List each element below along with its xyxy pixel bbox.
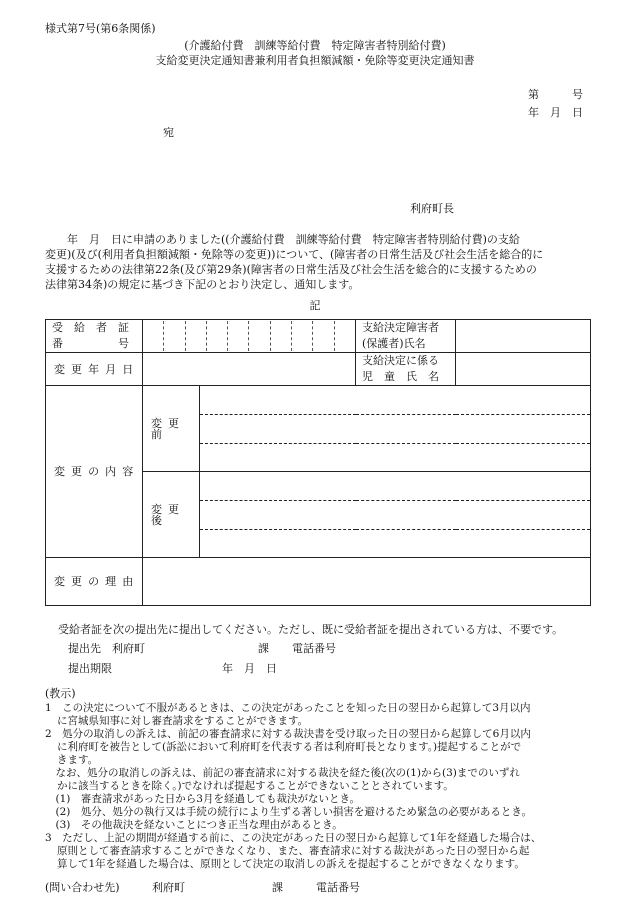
contact-label: (問い合わせ先) [45, 881, 120, 894]
note-line: 1 この決定について不服があるときは、この決定があったことを知った日の翌日から起算して3月以内 [45, 702, 531, 714]
row-change-date [46, 353, 591, 386]
submit-to-phone: 電話番号 [292, 642, 336, 655]
decision-table [45, 319, 591, 606]
child-name-label: 支給決定に係る 児 童 氏 名 [356, 353, 456, 386]
after-line[interactable] [200, 472, 591, 501]
change-date-field[interactable] [143, 353, 356, 386]
notes-heading: (教示) [45, 687, 76, 700]
addressee: 宛 [163, 126, 174, 139]
after-label: 変更後 [143, 472, 200, 558]
recipient-number-boxes[interactable] [143, 320, 356, 353]
document-date: 年 月 日 [528, 106, 583, 119]
digit-boxes [143, 321, 355, 351]
row-before-1 [46, 386, 591, 415]
note-line: 2 処分の取消しの訴えは、前記の審査請求に対する裁決書を受け取った日の翌日から起算して6月以内 [45, 728, 531, 740]
note-line: に宮城県知事に対し審査請求をすることができます。 [57, 715, 309, 727]
note-line: 3 ただし、上記の期間が経過する前に、この決定があった日の翌日から起算して1年を経過した場合は、 [45, 832, 542, 844]
submit-to-section: 課 [258, 642, 269, 655]
note-line: (3) その他裁決を経ないことにつき正当な理由があるとき。 [45, 819, 343, 831]
guardian-name-label: 支給決定障害者 (保護者)氏名 [356, 320, 456, 353]
before-label: 変更前 [143, 386, 200, 472]
deadline-date: 年 月 日 [222, 662, 277, 675]
before-line[interactable] [200, 444, 591, 472]
before-line[interactable] [200, 415, 591, 444]
note-line: 算して1年を経過した場合は、原則として決定の取消しの訴えを提起することができなくなります。 [57, 858, 525, 870]
note-line: (1) 審査請求があった日から3月を経過しても裁決がないとき。 [45, 793, 361, 805]
guardian-name-field[interactable] [456, 320, 591, 353]
child-name-field[interactable] [456, 353, 591, 386]
issuer: 利府町長 [410, 202, 454, 215]
notes-block [45, 702, 595, 871]
note-line: に利府町を被告として(訴訟において利府町を代表する者は利府町長となります。)提起することがで [57, 741, 522, 753]
before-line[interactable] [200, 386, 591, 415]
note-line: (2) 処分、処分の執行又は手続の続行により生ずる著しい損害を避けるため緊急の必要があるとき。 [45, 806, 532, 818]
submit-to-label: 提出先 [68, 642, 101, 655]
form-number: 様式第7号(第6条関係) [45, 22, 156, 35]
row-reason [46, 558, 591, 606]
body-line: 法律第34条)の規定に基づき下記のとおり決定し、通知します。 [45, 278, 360, 291]
contact-town: 利府町 [152, 881, 185, 894]
document-number: 第 号 [528, 88, 583, 101]
submit-to-town: 利府町 [112, 642, 145, 655]
ki-label: 記 [309, 299, 321, 312]
contact-section: 課 [272, 881, 283, 894]
change-reason-field[interactable] [143, 558, 591, 606]
note-line: なお、処分の取消しの訴えは、前記の審査請求に対する裁決を経た後(次の(1)から(3)までのいずれ [45, 767, 520, 779]
deadline-label: 提出期限 [68, 662, 112, 675]
body-line: 変更)(及び(利用者負担額減額・免除等の変更))について、(障害者の日常生活及び社会生活を総合的に [45, 248, 544, 261]
recipient-number-label: 受 給 者 証 番 号 [46, 320, 143, 353]
change-reason-label: 変更の理由 [46, 558, 143, 606]
note-line: きます。 [57, 754, 99, 766]
contact-phone: 電話番号 [316, 881, 360, 894]
change-content-label: 変更の内容 [46, 386, 143, 558]
row-recipient [46, 320, 591, 353]
title-line-1: (介護給付費 訓練等給付費 特定障害者特別給付費) [184, 39, 446, 52]
after-line[interactable] [200, 501, 591, 530]
body-line: 支援するための法律第22条(及び第29条)(障害者の日常生活及び社会生活を総合的に支援するための [45, 263, 537, 276]
body-line: 年 月 日に申請のありました((介護給付費 訓練等給付費 特定障害者特別給付費)の支給 [45, 233, 520, 246]
note-line: かに該当するときを除く。)でなければ提起することができないこととされています。 [57, 780, 454, 792]
submit-note: 受給者証を次の提出先に提出してください。ただし、既に受給者証を提出されている方は、不要です。 [58, 623, 564, 636]
title-line-2: 支給変更決定通知書兼利用者負担額減額・免除等変更決定通知書 [155, 54, 475, 67]
after-line[interactable] [200, 530, 591, 558]
body-paragraph [45, 232, 591, 292]
note-line: 原則として審査請求することができなくなり、また、審査請求に対する裁決があった日の翌日から起 [57, 845, 530, 857]
change-date-label: 変更年月日 [46, 353, 143, 386]
